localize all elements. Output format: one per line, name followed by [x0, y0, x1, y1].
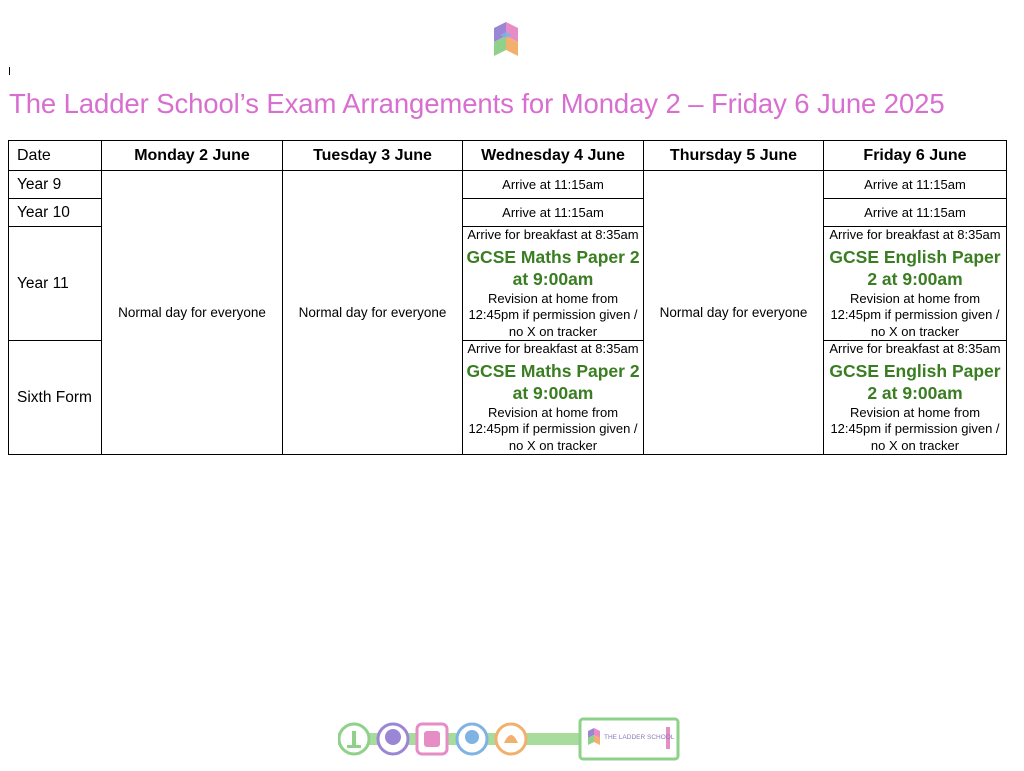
friday-sixth-form-cell — [824, 341, 1007, 455]
monday-normal-day: Normal day for everyone — [102, 171, 283, 455]
wednesday-year10-arrival: Arrive at 11:15am — [463, 199, 644, 227]
thursday-normal-day: Normal day for everyone — [644, 171, 824, 455]
exam-title: GCSE Maths Paper 2 at 9:00am — [466, 360, 640, 403]
footer-school-name: THE LADDER SCHOOL — [604, 734, 675, 741]
revision-text: Revision at home from 12:45pm if permission given / no X on tracker — [468, 404, 638, 453]
text-cursor-mark — [9, 67, 10, 75]
exam-title: GCSE Maths Paper 2 at 9:00am — [466, 246, 640, 289]
footer-icon-purple — [378, 724, 408, 754]
breakfast-arrival-text: Arrive for breakfast at 8:35am — [467, 341, 639, 356]
table-header-row — [9, 141, 1007, 171]
friday-year9-arrival: Arrive at 11:15am — [824, 171, 1007, 199]
header-wednesday: Wednesday 4 June — [463, 141, 644, 171]
row-label-year10: Year 10 — [9, 199, 102, 227]
wednesday-sixth-form-cell — [463, 341, 644, 455]
exam-schedule-table — [8, 140, 1007, 455]
breakfast-arrival-text: Arrive for breakfast at 8:35am — [467, 227, 639, 242]
footer-school-badge — [580, 719, 678, 759]
revision-text: Revision at home from 12:45pm if permission given / no X on tracker — [830, 290, 1000, 339]
header-friday: Friday 6 June — [824, 141, 1007, 171]
school-logo-icon — [492, 22, 520, 58]
wednesday-year9-arrival: Arrive at 11:15am — [463, 171, 644, 199]
tuesday-normal-day: Normal day for everyone — [283, 171, 463, 455]
friday-year11-cell — [824, 227, 1007, 341]
breakfast-arrival-text: Arrive for breakfast at 8:35am — [829, 341, 1001, 356]
breakfast-arrival-text: Arrive for breakfast at 8:35am — [829, 227, 1001, 242]
row-label-year11: Year 11 — [9, 227, 102, 341]
friday-year10-arrival: Arrive at 11:15am — [824, 199, 1007, 227]
row-label-sixth-form: Sixth Form — [9, 341, 102, 455]
header-monday: Monday 2 June — [102, 141, 283, 171]
footer-icon-blue — [457, 724, 487, 754]
wednesday-year11-cell — [463, 227, 644, 341]
footer-icon-green — [339, 724, 369, 754]
header-thursday: Thursday 5 June — [644, 141, 824, 171]
footer-icon-orange — [496, 724, 526, 754]
header-date: Date — [9, 141, 102, 171]
exam-title: GCSE English Paper 2 at 9:00am — [829, 246, 1001, 289]
exam-title: GCSE English Paper 2 at 9:00am — [829, 360, 1001, 403]
row-label-year9: Year 9 — [9, 171, 102, 199]
footer-icon-pink — [417, 724, 447, 754]
header-tuesday: Tuesday 3 June — [283, 141, 463, 171]
footer-logo-banner — [338, 717, 680, 761]
revision-text: Revision at home from 12:45pm if permission given / no X on tracker — [468, 290, 638, 339]
revision-text: Revision at home from 12:45pm if permission given / no X on tracker — [830, 404, 1000, 453]
page-title: The Ladder School’s Exam Arrangements for Monday 2 – Friday 6 June 2025 — [9, 88, 945, 119]
table-row-year9 — [9, 171, 1007, 199]
